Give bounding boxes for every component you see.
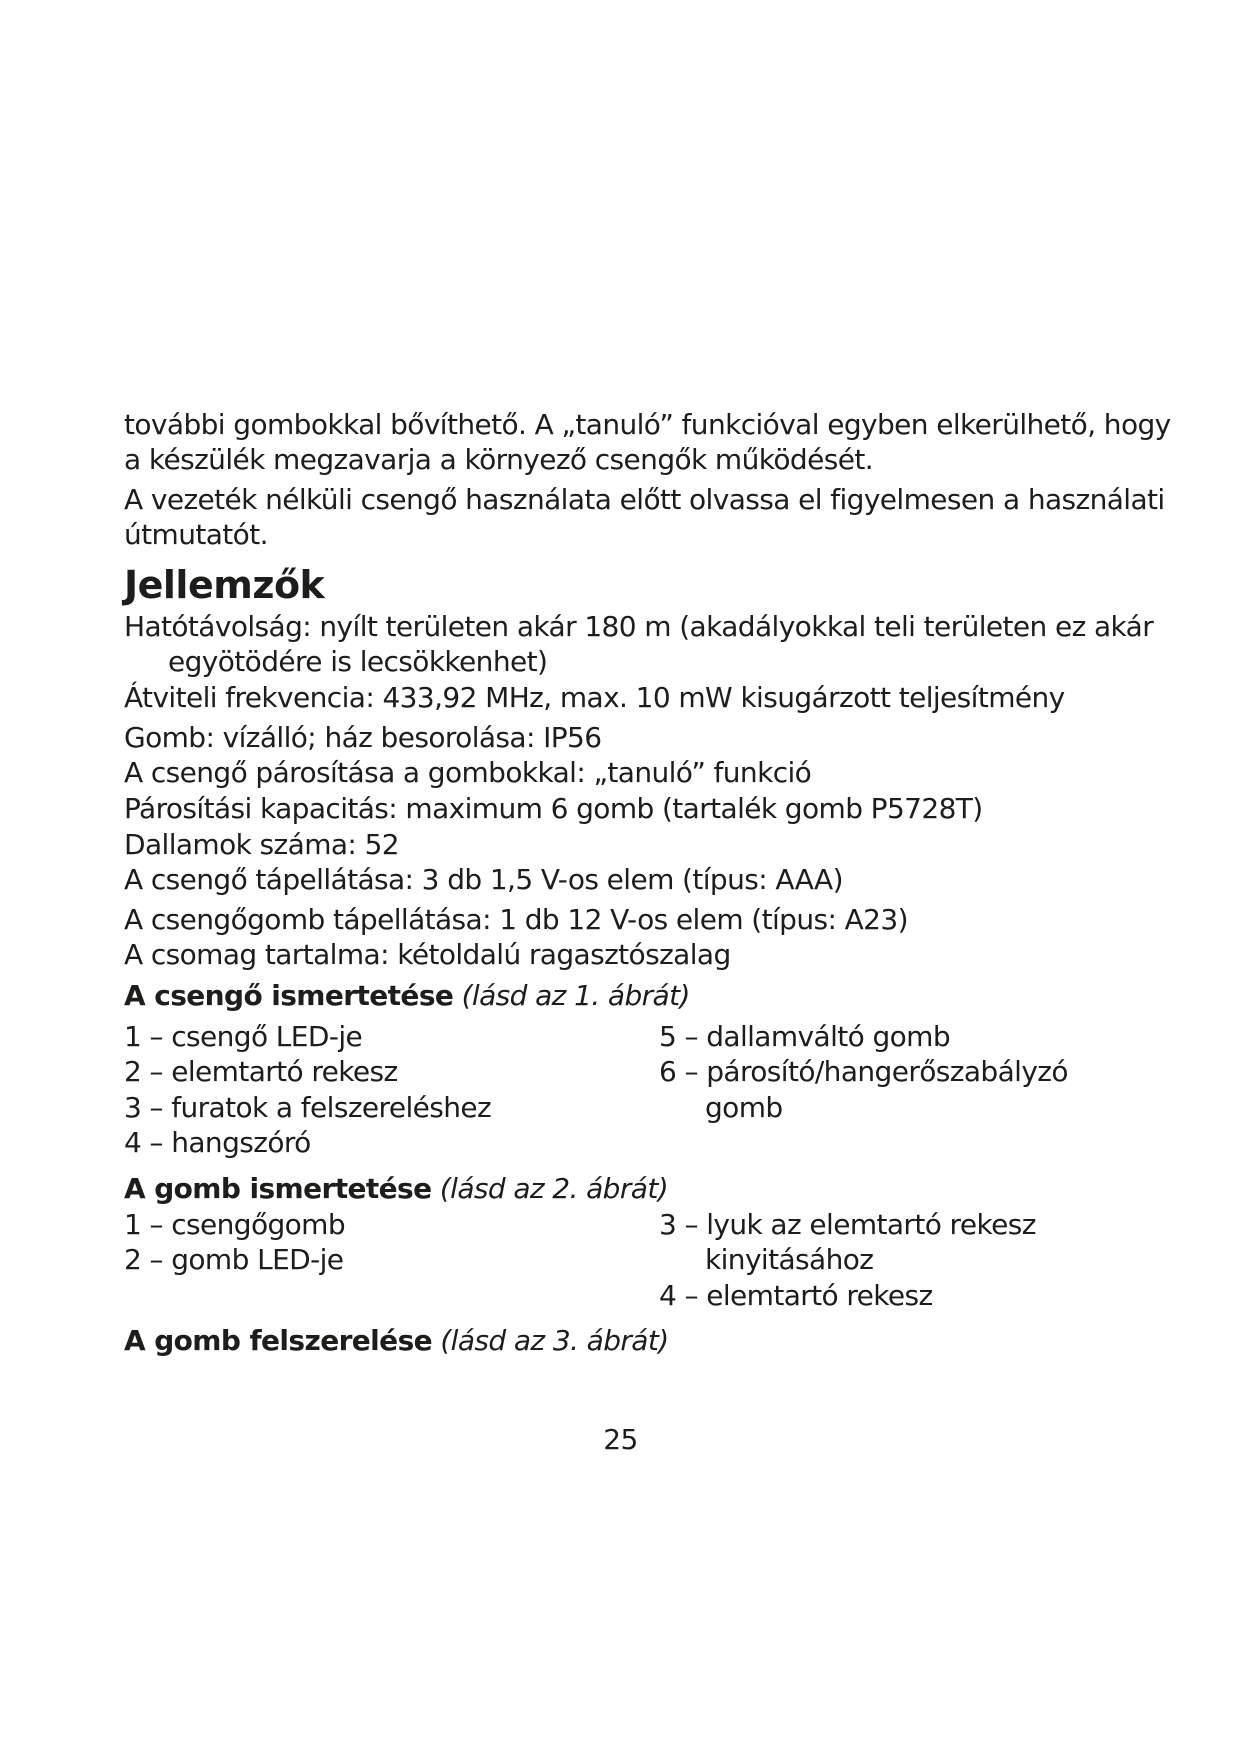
subheading-title: A gomb felszerelése: [124, 1324, 433, 1357]
figure-reference: (lásd az 1. ábrát): [461, 979, 690, 1012]
subheading-button-description: [124, 1172, 669, 1205]
subheading-title: A gomb ismertetése: [124, 1172, 432, 1205]
page-number: 25: [603, 1423, 638, 1456]
section-heading-features: Jellemzők: [124, 563, 325, 607]
feature-item: Dallamok száma: 52: [124, 828, 399, 861]
feature-item: A csomag tartalma: kétoldalú ragasztószalag: [124, 938, 731, 971]
button-part-item-continuation: kinyitásához: [705, 1243, 874, 1276]
intro-line: további gombokkal bővíthető. A „tanuló” funkcióval egyben elkerülhető, hogy: [124, 408, 1171, 441]
intro-line: útmutatót.: [124, 518, 268, 551]
feature-item-continuation: egyötödére is lecsökkenhet): [168, 645, 548, 678]
bell-part-item-continuation: gomb: [705, 1091, 783, 1124]
intro-line: a készülék megzavarja a környező csengők működését.: [124, 443, 873, 476]
bell-part-item: 4 – hangszóró: [124, 1126, 311, 1159]
feature-item: Hatótávolság: nyílt területen akár 180 m (akadályokkal teli területen ez akár: [124, 610, 1154, 643]
subheading-bell-description: [124, 979, 690, 1012]
feature-item: Gomb: vízálló; ház besorolása: IP56: [124, 721, 602, 754]
bell-part-item: 1 – csengő LED-je: [124, 1020, 363, 1053]
button-part-item: 2 – gomb LED-je: [124, 1243, 344, 1276]
feature-item: Átviteli frekvencia: 433,92 MHz, max. 10 mW kisugárzott teljesítmény: [124, 681, 1065, 714]
bell-part-item: 6 – párosító/hangerőszabályzó: [659, 1055, 1068, 1088]
feature-item: A csengő párosítása a gombokkal: „tanuló” funkció: [124, 756, 812, 789]
bell-part-item: 2 – elemtartó rekesz: [124, 1055, 398, 1088]
intro-line: A vezeték nélküli csengő használata előtt olvassa el figyelmesen a használati: [124, 483, 1165, 516]
bell-part-item: 5 – dallamváltó gomb: [659, 1020, 951, 1053]
subheading-title: A csengő ismertetése: [124, 979, 454, 1012]
feature-item: A csengőgomb tápellátása: 1 db 12 V-os elem (típus: A23): [124, 903, 908, 936]
bell-part-item: 3 – furatok a felszereléshez: [124, 1091, 492, 1124]
button-part-item: 4 – elemtartó rekesz: [659, 1279, 933, 1312]
button-part-item: 3 – lyuk az elemtartó rekesz: [659, 1208, 1036, 1241]
figure-reference: (lásd az 3. ábrát): [440, 1324, 669, 1357]
feature-item: A csengő tápellátása: 3 db 1,5 V-os elem (típus: AAA): [124, 863, 843, 896]
button-part-item: 1 – csengőgomb: [124, 1208, 346, 1241]
feature-item: Párosítási kapacitás: maximum 6 gomb (tartalék gomb P5728T): [124, 792, 983, 825]
subheading-button-mounting: [124, 1324, 669, 1357]
figure-reference: (lásd az 2. ábrát): [439, 1172, 669, 1205]
